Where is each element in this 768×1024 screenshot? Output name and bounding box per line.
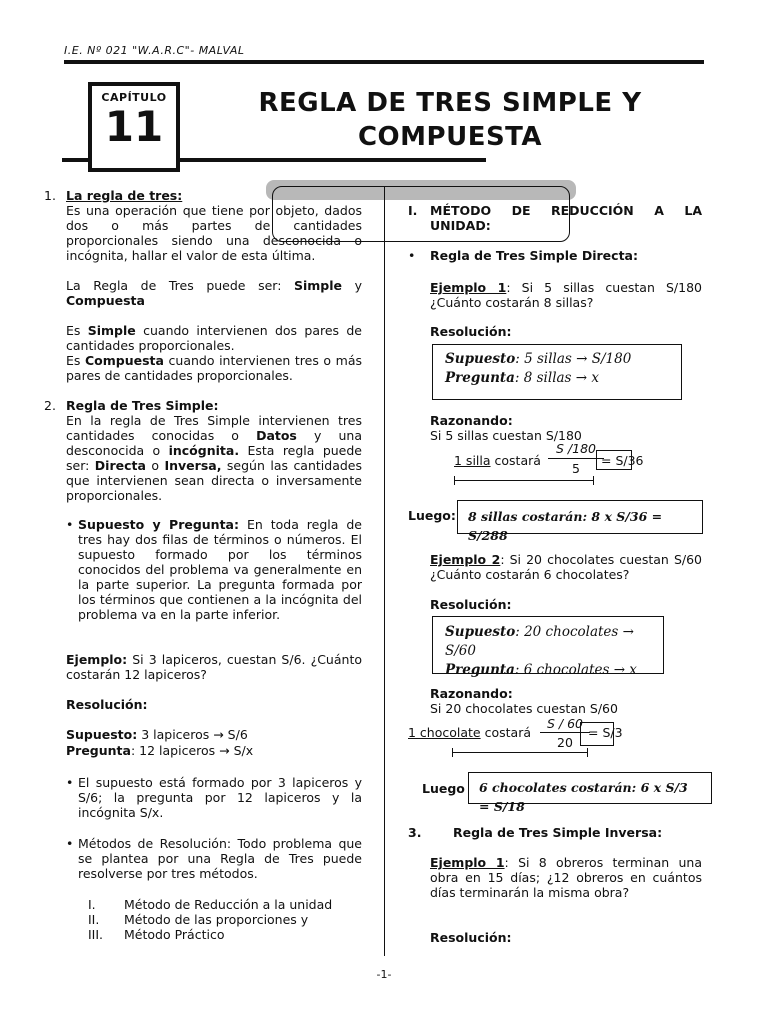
box2-supuesto: Supuesto: 20 chocolates → S/60 <box>445 624 634 659</box>
calc2-bracket <box>452 752 588 753</box>
example-3-obreros: Ejemplo 1: Si 8 obreros terminan una obra en 15 días; ¿12 obreros en cuántos días terminarán la misma obra? <box>430 855 702 900</box>
bullet-dot: • <box>408 248 416 263</box>
calc2-result: = S/3 <box>588 725 623 740</box>
page-number: -1- <box>376 968 392 981</box>
resolution-2-label: Resolución: <box>430 597 512 612</box>
calc2-line: 1 chocolate costará <box>408 725 531 740</box>
bullet-metodos: Métodos de Resolución: Todo problema que se plantea por una Regla de Tres puede resolverse por tres métodos. <box>78 836 362 881</box>
bullet-supuesto-pregunta: Supuesto y Pregunta: En toda regla de tres hay dos filas de términos o números. El supuesto formado por los términos conocidos del problema va generalmente en la parte superior. La pregunta formada por los términos que contienen a la incógnita del problema va en la parte inferior. <box>78 517 363 622</box>
calc2-denominator: 20 <box>557 735 573 750</box>
bullet-dot: • <box>66 517 74 532</box>
page-title <box>210 86 690 154</box>
calc2-bracket-tick <box>452 748 453 757</box>
s1-paragraph-1: Es una operación que tiene por objeto, dados dos o más partes de cantidades proporcionales siendo una desconocida o incógnita, hallar el valor de esta última. <box>66 203 362 263</box>
razonando-2-label: Razonando: <box>430 686 513 701</box>
s1-paragraph-2: La Regla de Tres puede ser: Simple y Compuesta <box>66 278 363 308</box>
header-rule <box>64 60 704 64</box>
s1-paragraph-3: Es Simple cuando intervienen dos pares de cantidades proporcionales. <box>66 323 362 353</box>
example-1-sillas: Ejemplo 1: Si 5 sillas cuestan S/180 ¿Cuánto costarán 8 sillas? <box>430 280 702 310</box>
resolution-1-label: Resolución: <box>430 324 512 339</box>
example-lapiceros: Ejemplo: Si 3 lapiceros, cuestan S/6. ¿Cuánto costarán 12 lapiceros? <box>66 652 362 682</box>
m1-title: MÉTODO DE REDUCCIÓN A LA UNIDAD: <box>430 203 702 233</box>
s2-paragraph: En la regla de Tres Simple intervienen tres cantidades conocidas o Datos y una desconocida o incógnita. Esta regla puede ser: Directa o Inversa, según las cantidades que intervienen sean directa o inversamente proporcionales. <box>66 413 363 503</box>
calc1-denominator: 5 <box>572 461 580 476</box>
m1-num: I. <box>408 203 418 218</box>
bullet-dot: • <box>66 836 74 851</box>
resolution-label: Resolución: <box>66 697 148 712</box>
chapter-box <box>88 82 180 172</box>
method-item: I. Método de Reducción a la unidad <box>88 897 333 912</box>
method-item: II. Método de las proporciones y <box>88 912 309 927</box>
chapter-number: 11 <box>104 102 164 151</box>
column-divider <box>384 186 385 956</box>
calc2-bracket-tick <box>587 748 588 757</box>
s1-paragraph-4: Es Compuesta cuando intervienen tres o más pares de cantidades proporcionales. <box>66 353 363 383</box>
calc1-numerator: S /180 <box>556 441 596 456</box>
pregunta-line: Pregunta: 12 lapiceros → S/x <box>66 743 254 758</box>
box-supuesto-chocolates <box>432 616 664 678</box>
calc2-numerator: S / 60 <box>547 716 583 731</box>
title-line-1: REGLA DE TRES SIMPLE Y <box>258 88 642 118</box>
box1-supuesto: Supuesto: 5 sillas → S/180 <box>445 351 632 367</box>
method-item: III. Método Práctico <box>88 927 225 942</box>
s1-title: La regla de tres: <box>66 188 183 203</box>
directa-title: Regla de Tres Simple Directa: <box>430 248 638 263</box>
s2-title: Regla de Tres Simple: <box>66 398 219 413</box>
calc1-bracket-tick <box>454 476 455 485</box>
bullet-supuesto-desc: El supuesto está formado por 3 lapiceros y S/6; la pregunta por 12 lapiceros y la incógnita S/x. <box>78 775 362 820</box>
s3-num: 3. <box>408 825 422 840</box>
school-header: I.E. Nº 021 "W.A.R.C"- MALVAL <box>64 44 245 57</box>
calc1-result: = S/36 <box>601 453 644 468</box>
example-2-chocolates: Ejemplo 2: Si 20 chocolates cuestan S/60 ¿Cuánto costarán 6 chocolates? <box>430 552 702 582</box>
luego-1-label: Luego: <box>408 508 456 523</box>
box2-pregunta: Pregunta: 6 chocolates → x <box>445 662 637 678</box>
title-line-2: COMPUESTA <box>357 122 543 152</box>
luego-2-box: 6 chocolates costarán: 6 x S/3 = S/18 <box>468 772 712 804</box>
calc1-line: 1 silla costará <box>454 453 541 468</box>
supuesto-line: Supuesto: 3 lapiceros → S/6 <box>66 727 248 742</box>
box-supuesto-sillas <box>432 344 682 400</box>
s1-num: 1. <box>44 188 56 203</box>
razonando-1-text: Si 5 sillas cuestan S/180 <box>430 428 582 443</box>
luego-2-label: Luego <box>422 781 465 796</box>
box1-pregunta: Pregunta: 8 sillas → x <box>445 370 599 386</box>
bullet-dot: • <box>66 775 74 790</box>
s3-title: Regla de Tres Simple Inversa: <box>453 825 663 840</box>
calc1-bracket-tick <box>593 476 594 485</box>
luego-1-box: 8 sillas costarán: 8 x S/36 = S/288 <box>457 500 703 534</box>
s2-num: 2. <box>44 398 56 413</box>
razonando-2-text: Si 20 chocolates cuestan S/60 <box>430 701 618 716</box>
calc1-bracket <box>454 480 594 481</box>
chapter-label: CAPÍTULO <box>101 91 167 104</box>
methods-list <box>88 897 332 942</box>
razonando-1-label: Razonando: <box>430 413 513 428</box>
resolution-3-label: Resolución: <box>430 930 512 945</box>
